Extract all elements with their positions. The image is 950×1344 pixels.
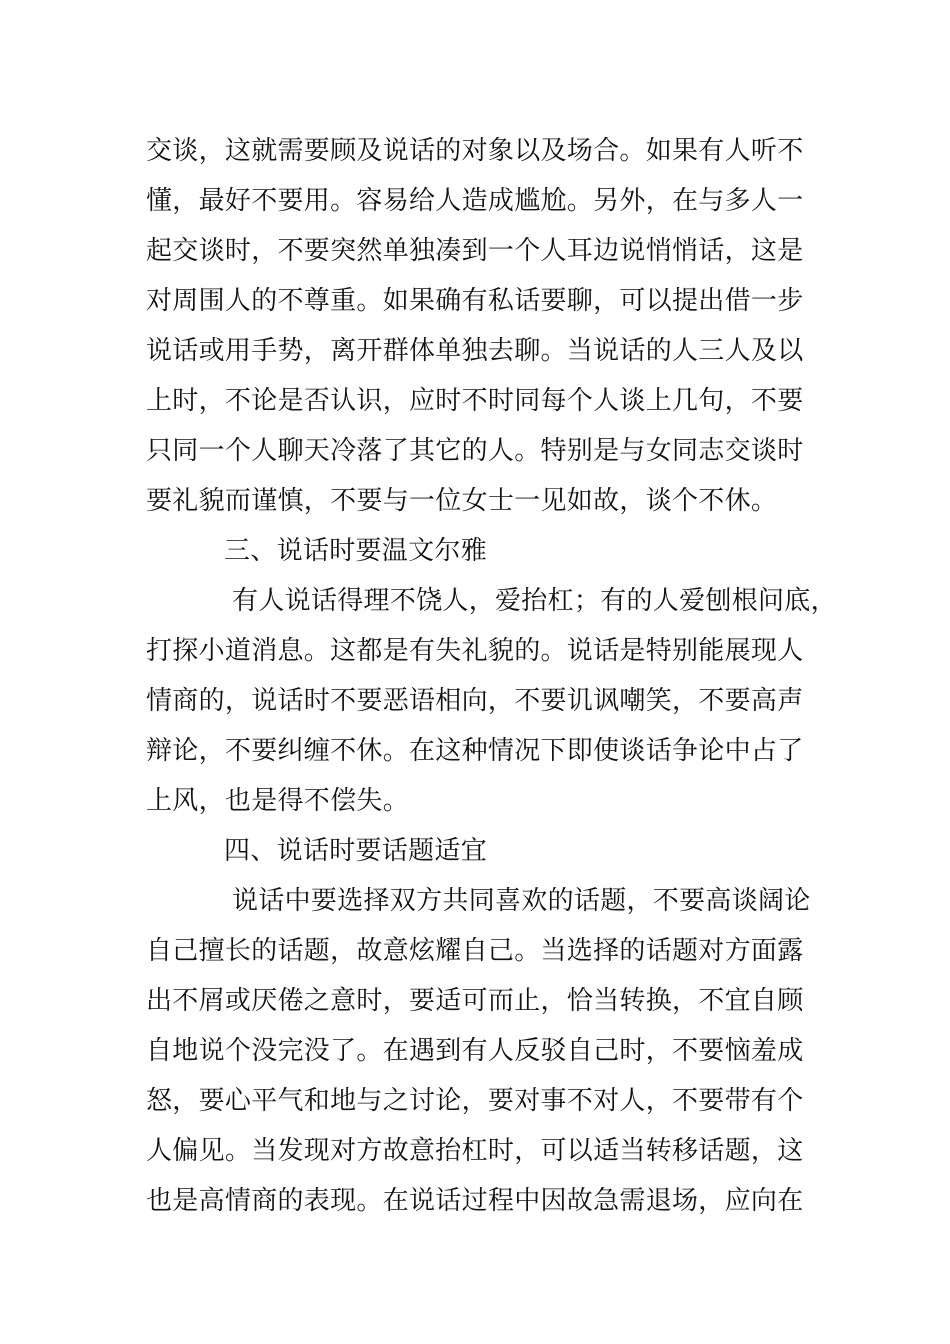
- text-line: 出不屑或厌倦之意时，要适可而止，恰当转换，不宜自顾: [146, 986, 804, 1016]
- text-line: 辩论，不要纠缠不休。在这种情况下即使谈话争论中占了: [146, 736, 804, 766]
- text-line: 懂，最好不要用。容易给人造成尴尬。另外，在与多人一: [146, 186, 804, 216]
- paragraph-first-line: 有人说话得理不饶人，爱抬杠；有的人爱刨根问底，: [232, 586, 837, 616]
- text-line: 情商的，说话时不要恶语相向，不要讥讽嘲笑，不要高声: [146, 686, 804, 716]
- text-line: 也是高情商的表现。在说话过程中因故急需退场，应向在: [146, 1186, 804, 1216]
- paragraph-first-line: 说话中要选择双方共同喜欢的话题，不要高谈阔论: [232, 886, 811, 916]
- section-heading: 三、说话时要温文尔雅: [224, 536, 488, 566]
- text-line: 对周围人的不尊重。如果确有私话要聊，可以提出借一步: [146, 286, 804, 316]
- text-line: 上时，不论是否认识，应时不时同每个人谈上几句，不要: [146, 386, 804, 416]
- text-line: 交谈，这就需要顾及说话的对象以及场合。如果有人听不: [146, 136, 804, 166]
- text-line: 怒，要心平气和地与之讨论，要对事不对人，不要带有个: [146, 1086, 804, 1116]
- text-line: 要礼貌而谨慎，不要与一位女士一见如故，谈个不休。: [146, 486, 778, 516]
- text-line: 起交谈时，不要突然单独凑到一个人耳边说悄悄话，这是: [146, 236, 804, 266]
- text-line: 自己擅长的话题，故意炫耀自己。当选择的话题对方面露: [146, 936, 804, 966]
- section-heading: 四、说话时要话题适宜: [224, 836, 488, 866]
- text-line: 只同一个人聊天冷落了其它的人。特别是与女同志交谈时: [146, 436, 804, 466]
- text-line: 自地说个没完没了。在遇到有人反驳自己时，不要恼羞成: [146, 1036, 804, 1066]
- text-line: 人偏见。当发现对方故意抬杠时，可以适当转移话题，这: [146, 1136, 804, 1166]
- text-line: 说话或用手势，离开群体单独去聊。当说话的人三人及以: [146, 336, 804, 366]
- text-line: 打探小道消息。这都是有失礼貌的。说话是特别能展现人: [146, 636, 804, 666]
- text-line: 上风，也是得不偿失。: [146, 786, 410, 816]
